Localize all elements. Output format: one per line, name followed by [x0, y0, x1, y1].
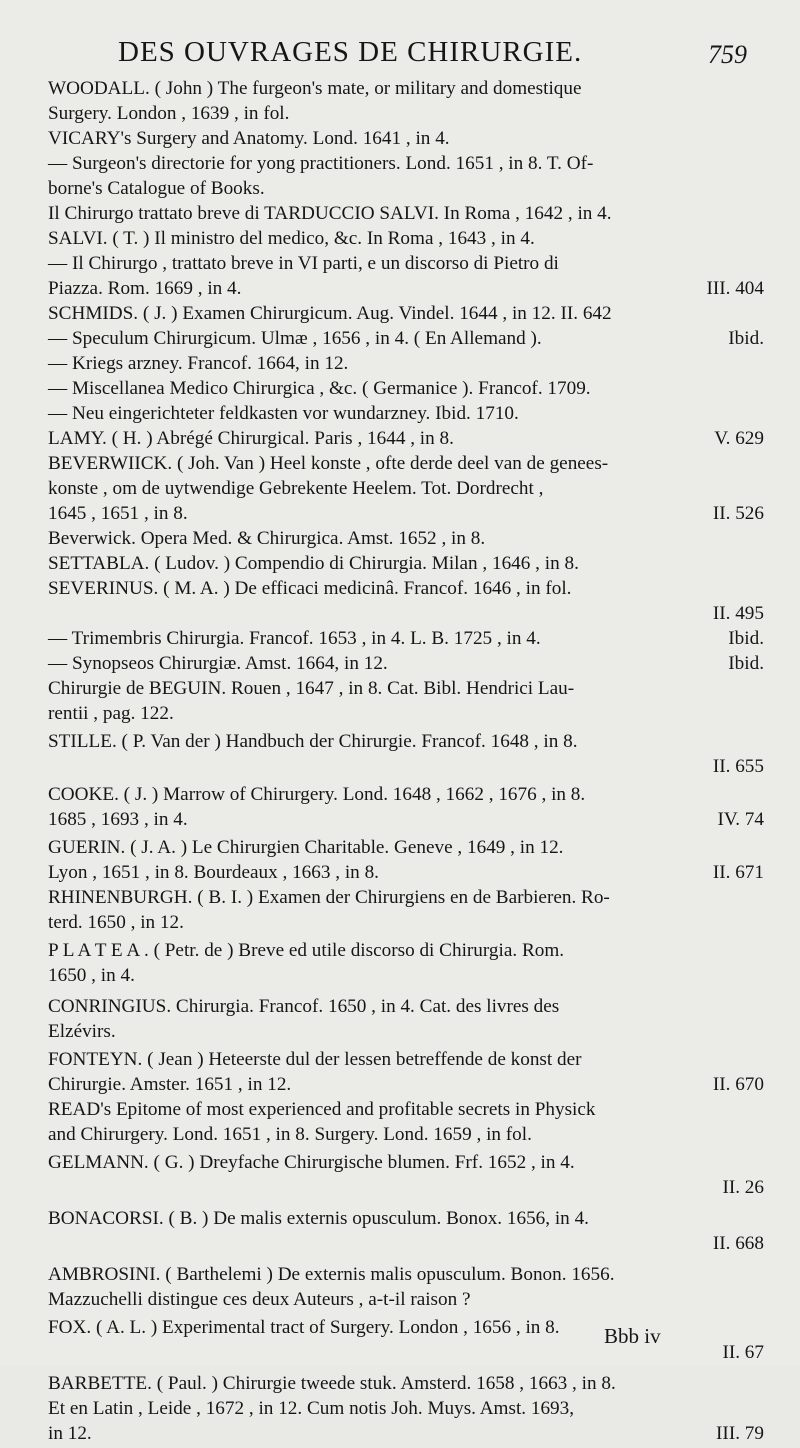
- entry-text: Lyon , 1651 , in 8. Bourdeaux , 1663 , in 8.: [48, 862, 379, 883]
- entry-text: CONRINGIUS. Chirurgia. Francof. 1650 , in 4. Cat. des livres des: [48, 996, 560, 1017]
- bibliography-line: [48, 1124, 760, 1146]
- entry-reference: V. 629: [714, 428, 764, 449]
- entry-reference: II. 26: [722, 1177, 764, 1198]
- bibliography-line: [48, 1049, 760, 1071]
- entry-reference: II. 526: [712, 503, 764, 524]
- running-title: DES OUVRAGES DE CHIRURGIE.: [118, 36, 583, 68]
- entry-text: 1685 , 1693 , in 4.: [48, 809, 188, 830]
- entry-reference: Ibid.: [728, 628, 764, 649]
- entry-reference: II. 655: [712, 756, 764, 777]
- entry-reference: II. 670: [712, 1074, 764, 1095]
- bibliography-line: [48, 912, 760, 934]
- bibliography-line: [48, 862, 764, 884]
- entry-text: Chirurgie de BEGUIN. Rouen , 1647 , in 8. Cat. Bibl. Hendrici Lau-: [48, 678, 575, 699]
- entry-text: RHINENBURGH. ( B. I. ) Examen der Chirurgiens en de Barbieren. Ro-: [48, 887, 610, 908]
- entry-text: BEVERWIICK. ( Joh. Van ) Heel konste , ofte derde deel van de genees-: [48, 453, 609, 474]
- bibliography-line: [48, 353, 760, 375]
- entry-text: — Il Chirurgo , trattato breve in VI parti, e un discorso di Pietro di: [48, 253, 559, 274]
- entry-text: COOKE. ( J. ) Marrow of Chirurgery. Lond. 1648 , 1662 , 1676 , in 8.: [48, 784, 586, 805]
- entry-text: BARBETTE. ( Paul. ) Chirurgie tweede stuk. Amsterd. 1658 , 1663 , in 8.: [48, 1373, 616, 1394]
- bibliography-line: [48, 128, 760, 150]
- entry-text: Surgery. London , 1639 , in fol.: [48, 103, 290, 124]
- bibliography-line: [48, 1099, 760, 1121]
- entry-reference: III. 79: [716, 1423, 764, 1444]
- bibliography-line: [48, 653, 764, 675]
- bibliography-list: [48, 78, 764, 1448]
- bibliography-line: [48, 428, 764, 450]
- entry-text: Beverwick. Opera Med. & Chirurgica. Amst. 1652 , in 8.: [48, 528, 486, 549]
- entry-text: LAMY. ( H. ) Abrégé Chirurgical. Paris , 1644 , in 8.: [48, 428, 454, 449]
- entry-text: READ's Epitome of most experienced and profitable secrets in Physick: [48, 1099, 596, 1120]
- bibliography-line: [48, 1233, 764, 1255]
- printer-signature: Bbb iv: [604, 1324, 661, 1348]
- entry-reference: Ibid.: [728, 653, 764, 674]
- entry-text: 1645 , 1651 , in 8.: [48, 503, 188, 524]
- entry-text: Elzévirs.: [48, 1021, 116, 1042]
- entry-reference: Ibid.: [728, 328, 764, 349]
- bibliography-line: [48, 837, 760, 859]
- entry-reference: II. 668: [712, 1233, 764, 1254]
- entry-text: konste , om de uytwendige Gebrekente Heelem. Tot. Dordrecht ,: [48, 478, 544, 499]
- entry-text: GUERIN. ( J. A. ) Le Chirurgien Charitable. Geneve , 1649 , in 12.: [48, 837, 564, 858]
- bibliography-line: [48, 1152, 760, 1174]
- bibliography-line: [48, 378, 760, 400]
- entry-text: Il Chirurgo trattato breve di TARDUCCIO SALVI. In Roma , 1642 , in 4.: [48, 203, 612, 224]
- page-header: [0, 36, 800, 76]
- bibliography-line: [48, 328, 764, 350]
- bibliography-line: [48, 253, 760, 275]
- bibliography-line: [48, 578, 760, 600]
- bibliography-line: [48, 1177, 764, 1199]
- bibliography-line: [48, 228, 760, 250]
- entry-text: AMBROSINI. ( Barthelemi ) De externis malis opusculum. Bonon. 1656.: [48, 1264, 615, 1285]
- bibliography-line: [48, 1289, 760, 1311]
- entry-text: P L A T E A . ( Petr. de ) Breve ed utile discorso di Chirurgia. Rom.: [48, 940, 565, 961]
- entry-text: — Neu eingerichteter feldkasten vor wundarzney. Ibid. 1710.: [48, 403, 519, 424]
- entry-text: and Chirurgery. Lond. 1651 , in 8. Surgery. Lond. 1659 , in fol.: [48, 1124, 532, 1145]
- bibliography-line: [48, 603, 764, 625]
- entry-reference: III. 404: [706, 278, 764, 299]
- entry-text: SALVI. ( T. ) Il ministro del medico, &c. In Roma , 1643 , in 4.: [48, 228, 535, 249]
- entry-reference: IV. 74: [717, 809, 764, 830]
- entry-reference: II. 67: [722, 1342, 764, 1363]
- bibliography-line: [48, 996, 760, 1018]
- entry-text: — Speculum Chirurgicum. Ulmæ , 1656 , in 4. ( En Allemand ).: [48, 328, 542, 349]
- entry-text: — Trimembris Chirurgia. Francof. 1653 , in 4. L. B. 1725 , in 4.: [48, 628, 541, 649]
- entry-text: Chirurgie. Amster. 1651 , in 12.: [48, 1074, 292, 1095]
- bibliography-line: [48, 503, 764, 525]
- entry-text: Mazzuchelli distingue ces deux Auteurs , a-t-il raison ?: [48, 1289, 471, 1310]
- page-number: 759: [708, 40, 747, 69]
- entry-text: — Surgeon's directorie for yong practitioners. Lond. 1651 , in 8. T. Of-: [48, 153, 594, 174]
- bibliography-line: [48, 553, 760, 575]
- entry-text: BONACORSI. ( B. ) De malis externis opusculum. Bonox. 1656, in 4.: [48, 1208, 589, 1229]
- bibliography-line: [48, 678, 760, 700]
- bibliography-line: [48, 403, 760, 425]
- entry-text: 1650 , in 4.: [48, 965, 135, 986]
- entry-text: — Kriegs arzney. Francof. 1664, in 12.: [48, 353, 349, 374]
- bibliography-line: [48, 703, 760, 725]
- entry-text: — Synopseos Chirurgiæ. Amst. 1664, in 12.: [48, 653, 388, 674]
- bibliography-line: [48, 887, 760, 909]
- bibliography-line: [48, 1423, 764, 1445]
- entry-text: SEVERINUS. ( M. A. ) De efficaci medicinâ. Francof. 1646 , in fol.: [48, 578, 572, 599]
- bibliography-line: [48, 528, 760, 550]
- bibliography-line: [48, 1208, 760, 1230]
- bibliography-line: [48, 965, 760, 987]
- entry-text: FOX. ( A. L. ) Experimental tract of Surgery. London , 1656 , in 8.: [48, 1317, 560, 1338]
- entry-text: GELMANN. ( G. ) Dreyfache Chirurgische blumen. Frf. 1652 , in 4.: [48, 1152, 575, 1173]
- bibliography-line: [48, 1021, 760, 1043]
- bibliography-line: [48, 1373, 760, 1395]
- bibliography-line: [48, 178, 760, 200]
- entry-text: WOODALL. ( John ) The furgeon's mate, or military and domestique: [48, 78, 582, 99]
- bibliography-line: [48, 103, 760, 125]
- entry-text: terd. 1650 , in 12.: [48, 912, 184, 933]
- entry-text: rentii , pag. 122.: [48, 703, 174, 724]
- bibliography-line: [48, 731, 760, 753]
- bibliography-line: [48, 303, 760, 325]
- bibliography-line: [48, 1264, 760, 1286]
- bibliography-line: [48, 809, 764, 831]
- bibliography-line: [48, 453, 760, 475]
- entry-text: Et en Latin , Leide , 1672 , in 12. Cum notis Joh. Muys. Amst. 1693,: [48, 1398, 575, 1419]
- entry-text: STILLE. ( P. Van der ) Handbuch der Chirurgie. Francof. 1648 , in 8.: [48, 731, 578, 752]
- bibliography-line: [48, 78, 760, 100]
- bibliography-line: [48, 203, 760, 225]
- bibliography-line: [48, 1074, 764, 1096]
- entry-text: in 12.: [48, 1423, 92, 1444]
- bibliography-line: [48, 153, 760, 175]
- entry-text: VICARY's Surgery and Anatomy. Lond. 1641 , in 4.: [48, 128, 450, 149]
- bibliography-line: [48, 940, 760, 962]
- bibliography-line: [48, 628, 764, 650]
- bibliography-line: [48, 278, 764, 300]
- entry-text: SCHMIDS. ( J. ) Examen Chirurgicum. Aug. Vindel. 1644 , in 12. II. 642: [48, 303, 612, 324]
- entry-reference: II. 495: [712, 603, 764, 624]
- entry-text: — Miscellanea Medico Chirurgica , &c. ( Germanice ). Francof. 1709.: [48, 378, 591, 399]
- entry-text: FONTEYN. ( Jean ) Heteerste dul der lessen betreffende de konst der: [48, 1049, 582, 1070]
- entry-text: Piazza. Rom. 1669 , in 4.: [48, 278, 242, 299]
- entry-reference: II. 671: [712, 862, 764, 883]
- bibliography-line: [48, 478, 760, 500]
- bibliography-line: [48, 784, 760, 806]
- bibliography-line: [48, 756, 764, 778]
- bibliography-line: [48, 1398, 760, 1420]
- entry-text: borne's Catalogue of Books.: [48, 178, 265, 199]
- entry-text: SETTABLA. ( Ludov. ) Compendio di Chirurgia. Milan , 1646 , in 8.: [48, 553, 579, 574]
